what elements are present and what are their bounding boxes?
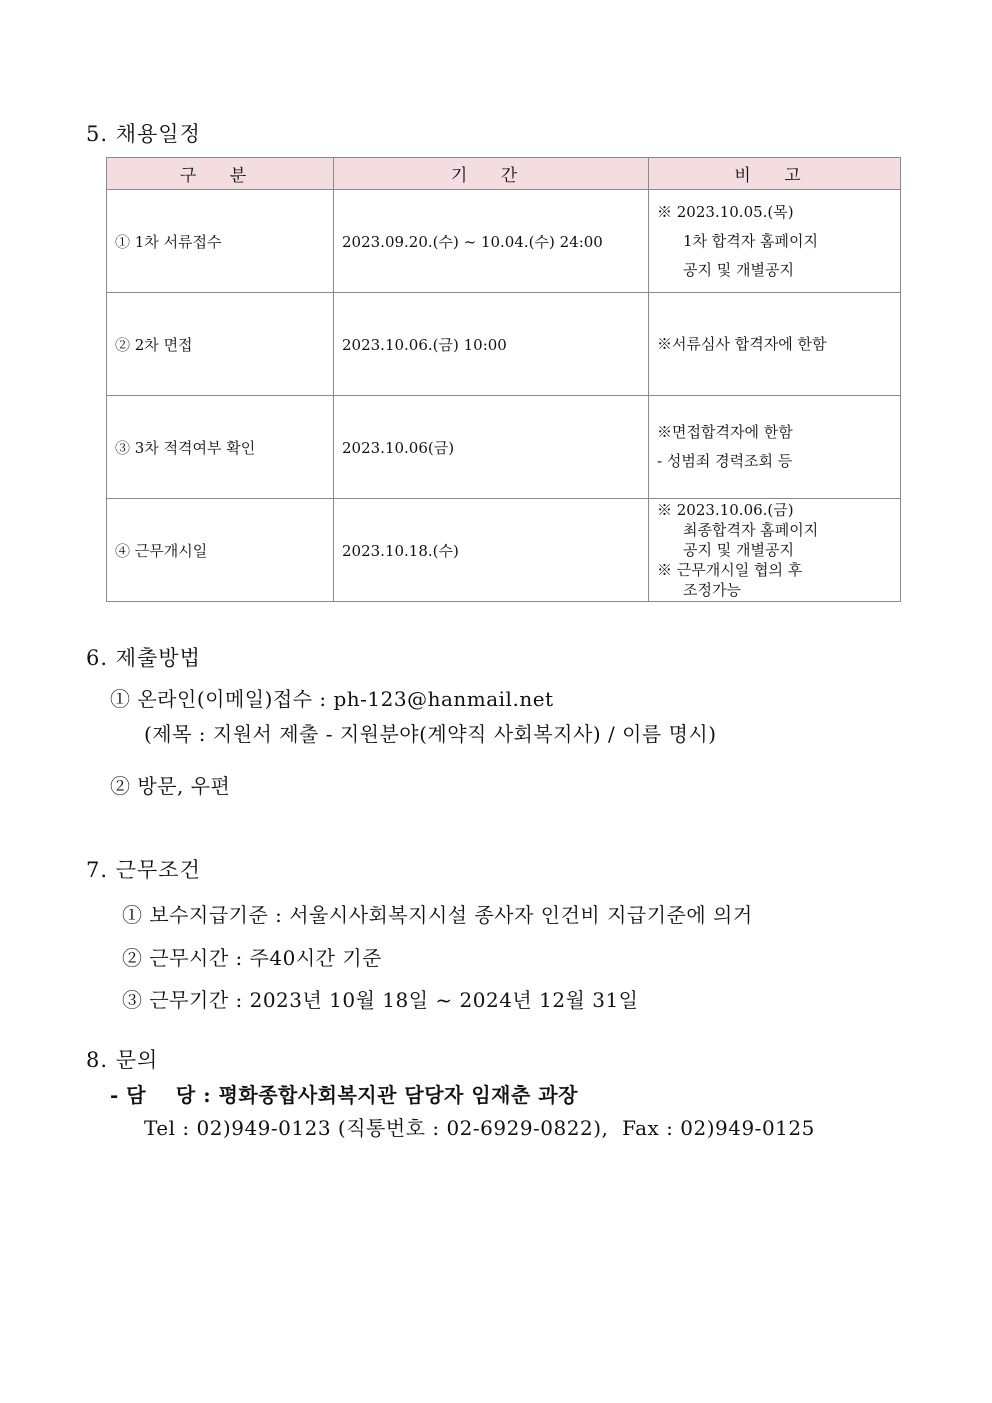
inquiry-contact: - 담 당 : 평화종합사회복지관 담당자 임재춘 과장 [110,1083,578,1107]
schedule-table [106,157,901,602]
header-category: 구 분 [107,158,334,190]
submit-subject-line: (제목 : 지원서 제출 - 지원분야(계약직 사회복지사) / 이름 명시) [144,722,717,746]
submit-section-title: 6. 제출방법 [86,646,201,670]
table-row [107,293,901,396]
header-remarks: 비 고 [649,158,901,190]
note-line: 공지 및 개별공지 [683,541,794,559]
row-period: 2023.09.20.(수) ~ 10.04.(수) 24:00 [334,190,649,293]
table-row [107,499,901,602]
table-row [107,396,901,499]
note-line: 최종합격자 홈페이지 [683,521,819,539]
row-note [649,293,901,396]
condition-hours: ② 근무시간 : 주40시간 기준 [122,946,382,970]
inquiry-phone: Tel : 02)949-0123 (직통번호 : 02-6929-0822), Fax : 02)949-0125 [144,1116,815,1140]
note-line: 1차 합격자 홈페이지 [683,231,819,250]
row-period: 2023.10.06(금) [334,396,649,499]
schedule-section-title: 5. 채용일정 [86,122,201,146]
table-row [107,190,901,293]
row-note [649,190,901,293]
row-note [649,396,901,499]
note-line: - 성범죄 경력조회 등 [657,452,793,470]
inquiry-section-title: 8. 문의 [86,1048,159,1072]
row-stage: ① 1차 서류접수 [107,190,334,293]
row-stage: ③ 3차 적격여부 확인 [107,396,334,499]
schedule-table-header [107,158,901,190]
row-note [649,499,901,602]
condition-period: ③ 근무기간 : 2023년 10월 18일 ~ 2024년 12월 31일 [122,988,639,1012]
row-stage: ② 2차 면접 [107,293,334,396]
row-period: 2023.10.18.(수) [334,499,649,602]
row-stage: ④ 근무개시일 [107,499,334,602]
note-line: 조정가능 [683,581,741,599]
submit-visit-line: ② 방문, 우편 [110,774,231,798]
note-line: ※ 2023.10.06.(금) [657,501,794,519]
note-line: ※ 근무개시일 협의 후 [657,561,803,579]
note-line: 공지 및 개별공지 [683,260,794,279]
conditions-section-title: 7. 근무조건 [86,858,201,882]
condition-pay: ① 보수지급기준 : 서울시사회복지시설 종사자 인건비 지급기준에 의거 [122,903,753,927]
note-line: ※ 2023.10.05.(목) [657,202,794,221]
header-period: 기 간 [334,158,649,190]
note-line: ※서류심사 합격자에 한함 [657,334,827,353]
submit-online-line: ① 온라인(이메일)접수 : ph-123@hanmail.net [110,687,554,711]
row-period: 2023.10.06.(금) 10:00 [334,293,649,396]
note-line: ※면접합격자에 한함 [657,423,793,441]
